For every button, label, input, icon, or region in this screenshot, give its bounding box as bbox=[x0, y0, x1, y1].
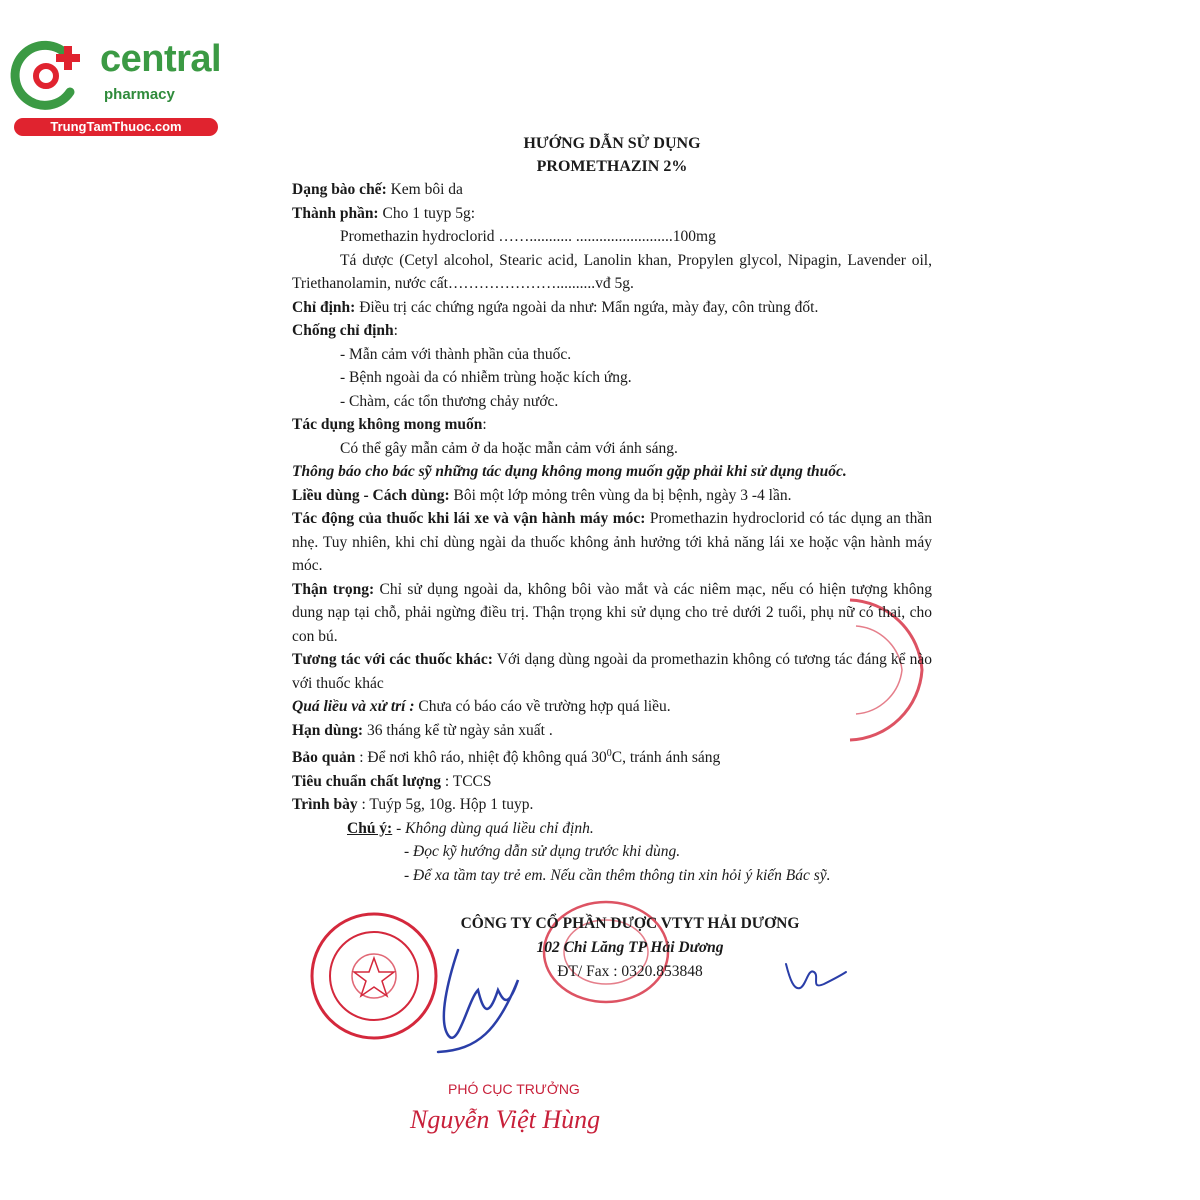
driving-effects-value: Promethazin hydroclorid có tác dụng an thần nhẹ. Tuy nhiên, khi chỉ dùng ngài da thuốc không ảnh hưởng tới khả năng lái xe hoặc vận hành máy móc. bbox=[292, 510, 932, 574]
packaging-value: : Tuýp 5g, 10g. Hộp 1 tuyp. bbox=[357, 796, 534, 814]
excipients: Tá dược (Cetyl alcohol, Stearic acid, Lanolin khan, Propylen glycol, Nipagin, Lavender oil, Triethanolamin, nước cất…………………..........vđ 5g. bbox=[292, 251, 932, 292]
interactions-value: Với dạng dùng ngoài da promethazin không có tương tác đáng kể nào với thuốc khác bbox=[292, 651, 932, 692]
signer-role: PHÓ CỤC TRƯỞNG bbox=[448, 1081, 580, 1097]
side-effects-label: Tác dụng không mong muốn bbox=[292, 416, 483, 433]
shelf-life-row bbox=[292, 719, 932, 743]
dosage-label: Liều dùng - Cách dùng: bbox=[292, 486, 450, 504]
dosage-row bbox=[292, 484, 932, 508]
storage-label: Bảo quản bbox=[292, 749, 356, 767]
storage-value-a: : Để nơi khô ráo, nhiệt độ không quá 30 bbox=[355, 749, 607, 767]
quality-standard-value: : TCCS bbox=[440, 772, 492, 790]
contraindication-item: - Chàm, các tổn thương chảy nước. bbox=[340, 392, 559, 410]
overdose-row bbox=[292, 695, 932, 719]
driving-effects-row bbox=[292, 507, 932, 578]
side-effects-text: Có thể gây mẫn cảm ở da hoặc mẫn cảm với ánh sáng. bbox=[340, 439, 678, 457]
packaging-label: Trình bày bbox=[292, 796, 358, 814]
shelf-life-label: Hạn dùng: bbox=[292, 721, 364, 739]
note-item: - Không dùng quá liều chỉ định. bbox=[392, 819, 594, 837]
side-effects-row bbox=[292, 413, 932, 437]
quality-standard-row bbox=[292, 770, 932, 794]
company-address: 102 Chi Lăng TP Hải Dương bbox=[536, 939, 724, 956]
active-ingredient: Promethazin hydroclorid ……........... .........................100mg bbox=[340, 228, 716, 245]
interactions-label: Tương tác với các thuốc khác: bbox=[292, 651, 493, 668]
storage-degree: 0 bbox=[606, 748, 612, 759]
quality-standard-label: Tiêu chuẩn chất lượng bbox=[292, 772, 441, 790]
pharmacy-cross-logo-icon bbox=[10, 36, 96, 116]
side-effects-colon: : bbox=[482, 416, 487, 433]
report-notice bbox=[292, 460, 932, 484]
note-item: - Đọc kỹ hướng dẫn sử dụng trước khi dùng. bbox=[404, 843, 681, 861]
dosage-value: Bôi một lớp mỏng trên vùng da bị bệnh, ngày 3 -4 lần. bbox=[449, 486, 792, 504]
composition-label: Thành phần: bbox=[292, 204, 379, 222]
storage-row bbox=[292, 742, 932, 770]
dosage-form-row bbox=[292, 178, 932, 202]
driving-effects-label: Tác động của thuốc khi lái xe và vận hành máy móc: bbox=[292, 510, 646, 527]
packaging-row bbox=[292, 793, 932, 817]
company-contact: ĐT/ Fax : 0320.853848 bbox=[557, 963, 703, 980]
company-name: CÔNG TY CỔ PHẦN DƯỢC VTYT HẢI DƯƠNG bbox=[460, 915, 800, 932]
brand-website-link[interactable]: TrungTamThuoc.com bbox=[14, 118, 218, 136]
signer-name: Nguyễn Việt Hùng bbox=[410, 1105, 601, 1134]
overdose-label: Quá liều và xử trí : bbox=[292, 698, 415, 715]
contraindication-item: - Mẫn cảm với thành phần của thuốc. bbox=[340, 345, 572, 363]
note-row bbox=[292, 817, 932, 841]
brand-name: central bbox=[100, 38, 222, 80]
note-label: Chú ý: bbox=[347, 819, 393, 837]
company-footer bbox=[350, 912, 910, 984]
precautions-row bbox=[292, 578, 932, 649]
product-name: PROMETHAZIN 2% bbox=[536, 158, 688, 175]
precautions-value: Chỉ sử dụng ngoài da, không bôi vào mắt và các niêm mạc, nếu có hiện tượng không dung nạp tại chỗ, phải ngừng điều trị. Thận trọng khi sử dụng cho trẻ dưới 2 tuổi, phụ nữ có thai, cho con bú. bbox=[292, 580, 932, 645]
contraindication-item: - Bệnh ngoài da có nhiễm trùng hoặc kích ứng. bbox=[340, 369, 632, 386]
brand-tagline: pharmacy bbox=[104, 86, 175, 103]
composition-value: Cho 1 tuyp 5g: bbox=[378, 204, 476, 222]
storage-value-b: C, tránh ánh sáng bbox=[611, 749, 721, 767]
precautions-label: Thận trọng: bbox=[292, 580, 375, 598]
contraindication-colon: : bbox=[393, 322, 398, 339]
instruction-document bbox=[292, 132, 932, 887]
shelf-life-value: 36 tháng kể từ ngày sản xuất . bbox=[363, 721, 553, 739]
interactions-row bbox=[292, 648, 932, 695]
report-notice-text: Thông báo cho bác sỹ những tác dụng không mong muốn gặp phải khi sử dụng thuốc. bbox=[292, 463, 847, 480]
indication-row bbox=[292, 296, 932, 320]
document-title: HƯỚNG DẪN SỬ DỤNG bbox=[523, 135, 701, 152]
indication-label: Chỉ định: bbox=[292, 298, 356, 316]
overdose-value: Chưa có báo cáo về trường hợp quá liều. bbox=[414, 698, 671, 715]
brand-logo bbox=[10, 36, 225, 136]
contraindication-row bbox=[292, 319, 932, 343]
note-item: - Để xa tầm tay trẻ em. Nếu cần thêm thông tin xin hỏi ý kiến Bác sỹ. bbox=[404, 866, 831, 884]
dosage-form-value: Kem bôi da bbox=[386, 181, 463, 198]
composition-row bbox=[292, 202, 932, 226]
dosage-form-label: Dạng bào chế: bbox=[292, 181, 387, 198]
contraindication-label: Chống chỉ định bbox=[292, 322, 394, 339]
indication-value: Điều trị các chứng ngứa ngoài da như: Mẩn ngứa, mày đay, côn trùng đốt. bbox=[355, 298, 819, 316]
